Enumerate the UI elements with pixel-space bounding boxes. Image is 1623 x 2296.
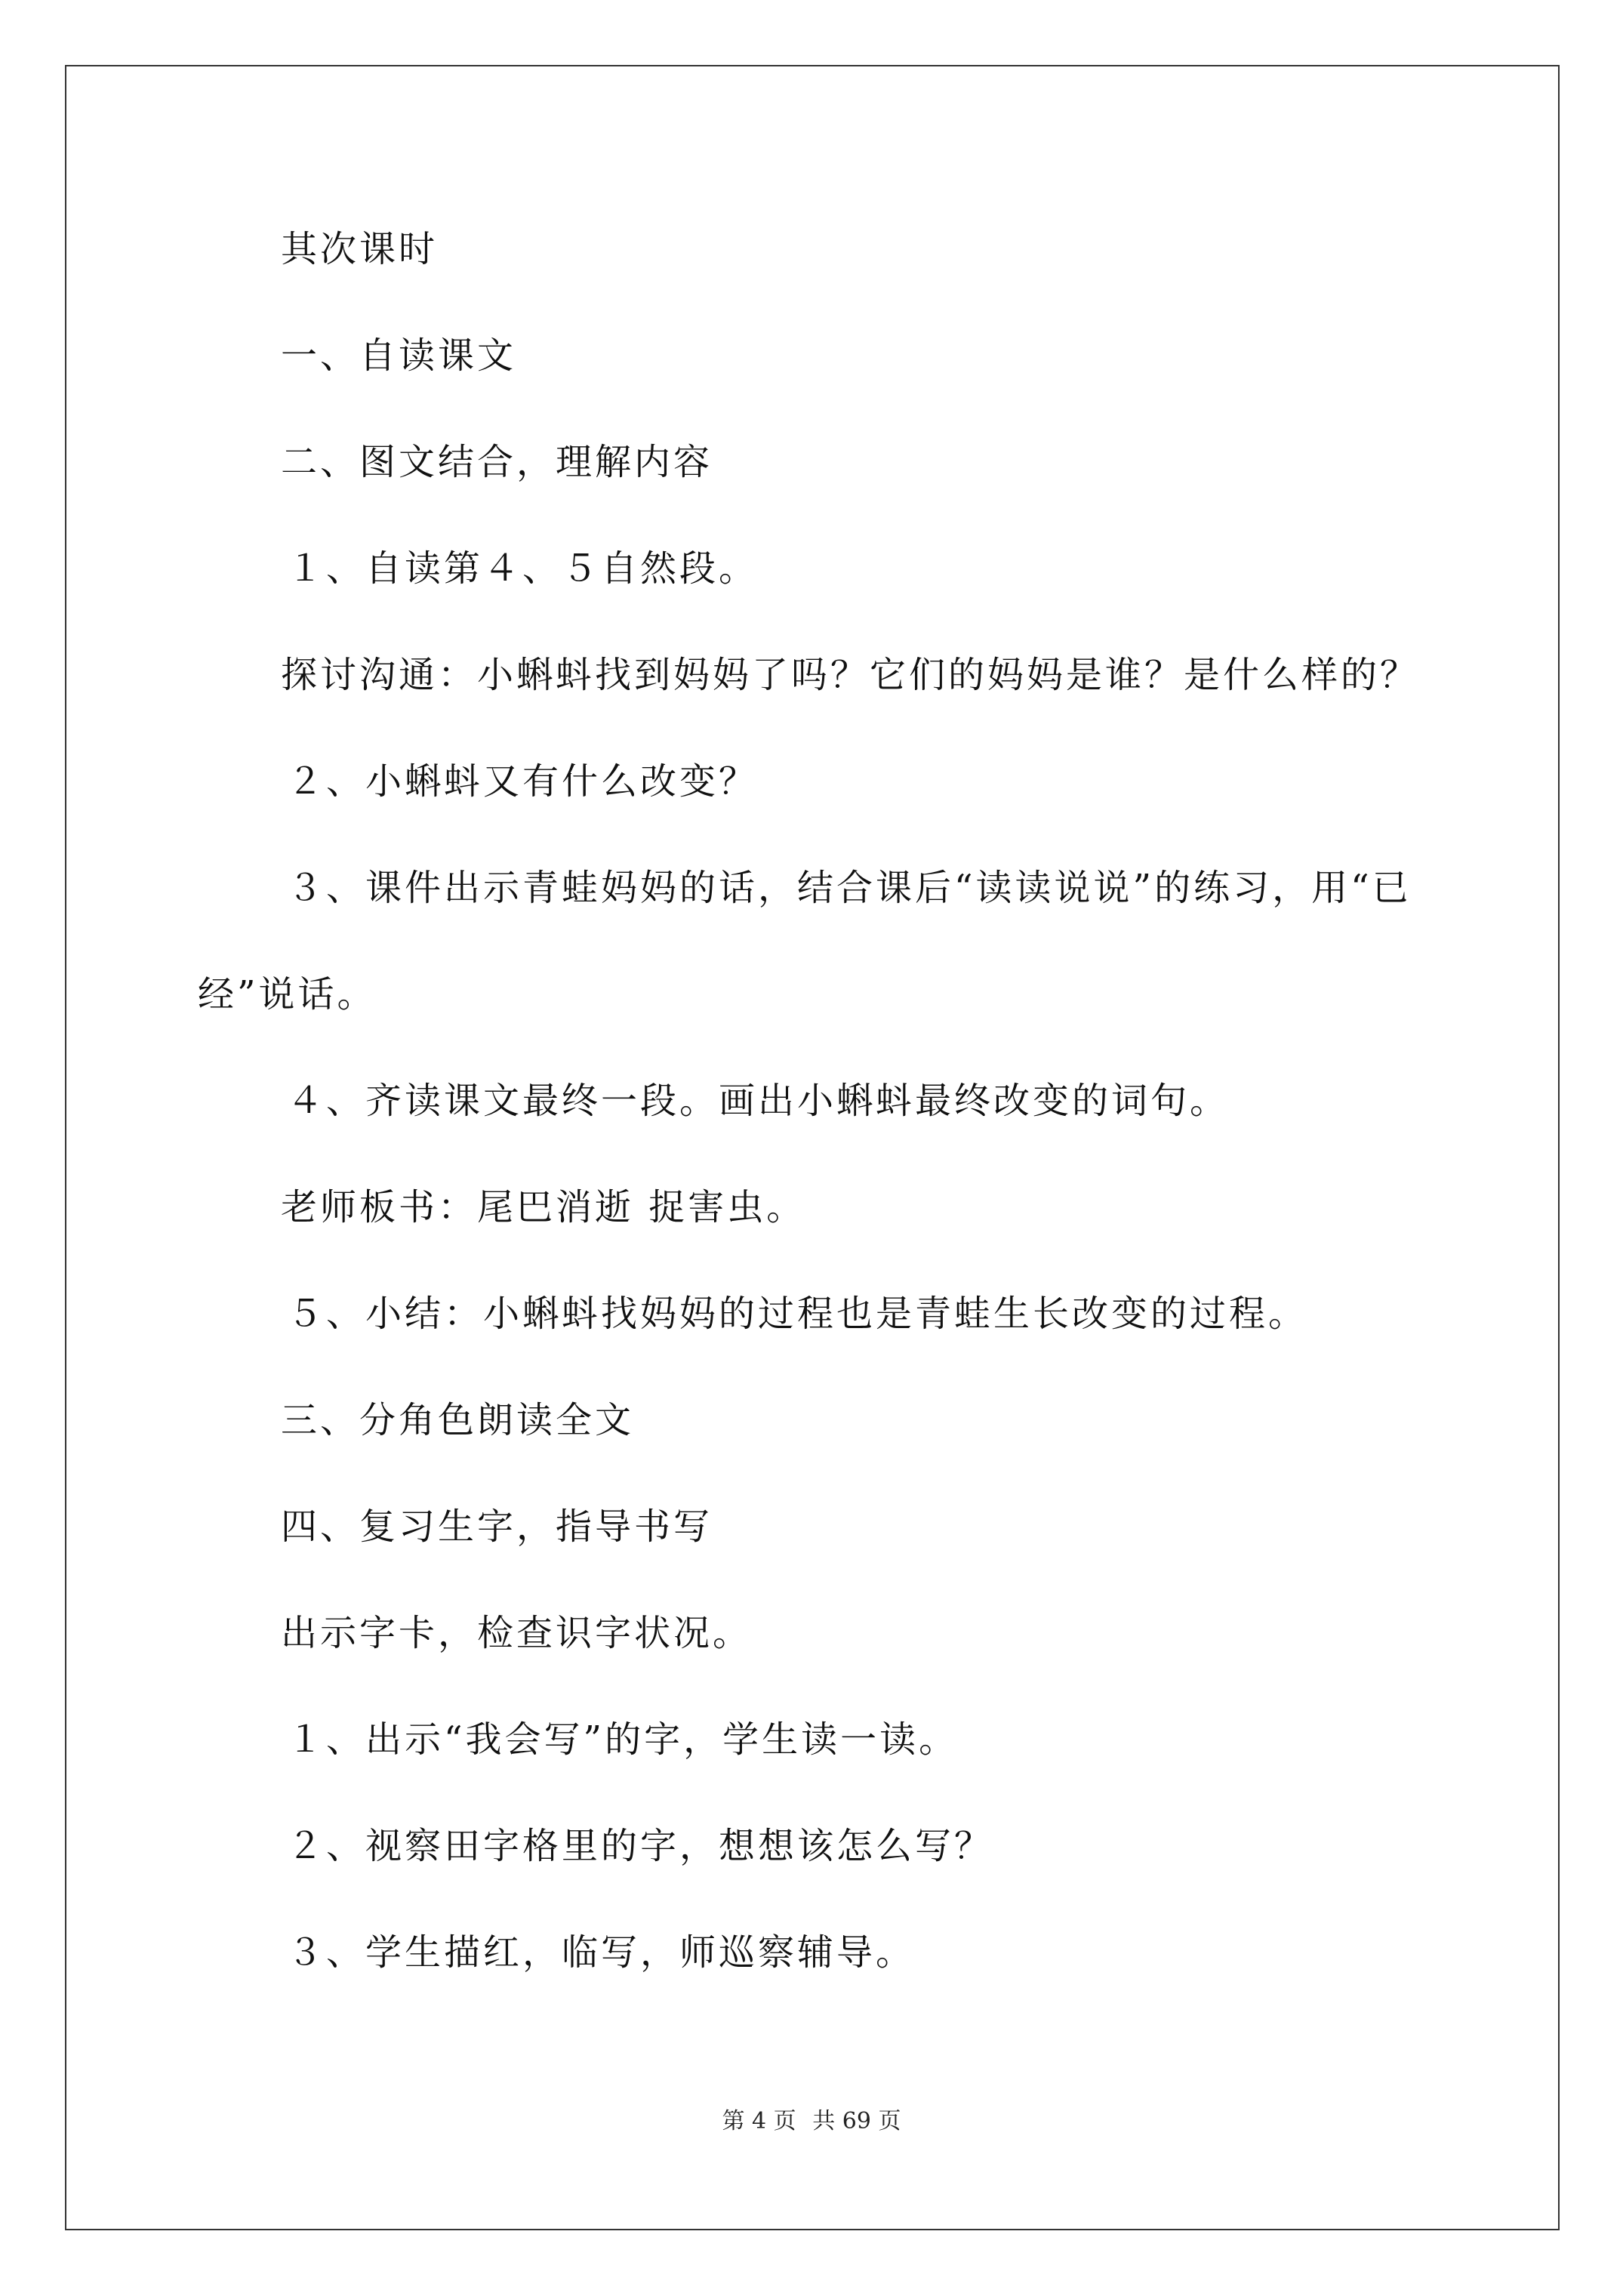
paragraph: 出示字卡，检查识字状况。 <box>281 1612 753 1654</box>
paragraph: １、出示“我会写”的字，学生读一读。 <box>287 1718 959 1761</box>
paragraph: ２、小蝌蚪又有什么改变？ <box>287 760 759 803</box>
paragraph: ５、小结：小蝌蚪找妈妈的过程也是青蛙生长改变的过程。 <box>287 1293 1308 1335</box>
paragraph: ４、齐读课文最终一段。画出小蝌蚪最终改变的词句。 <box>287 1080 1230 1122</box>
paragraph: 探讨沟通：小蝌蚪找到妈妈了吗？它们的妈妈是谁？是什么样的？ <box>281 654 1420 696</box>
paragraph: ２、视察田字格里的字，想想该怎么写？ <box>287 1825 994 1867</box>
step-heading: 三、分角色朗读全文 <box>281 1399 635 1441</box>
paragraph: ３、课件出示青蛙妈妈的话，结合课后“读读说说”的练习，用“已 <box>287 867 1412 909</box>
paragraph-continuation: 经”说话。 <box>198 973 377 1015</box>
step-heading: 一、自读课文 <box>281 334 517 377</box>
page-frame <box>65 65 1560 2230</box>
step-heading: 二、图文结合，理解内容 <box>281 441 713 483</box>
page-footer <box>0 2106 1623 2137</box>
paragraph: 老师板书：尾巴消逝 捉害虫。 <box>281 1186 806 1228</box>
section-heading: 其次课时 <box>281 228 439 270</box>
paragraph: １、自读第４、５自然段。 <box>287 547 759 590</box>
step-heading: 四、复习生字，指导书写 <box>281 1505 713 1548</box>
page-number: 第 4 页 <box>722 2108 796 2134</box>
page-total: 共 69 页 <box>812 2108 901 2134</box>
paragraph: ３、学生描红，临写，师巡察辅导。 <box>287 1931 916 1974</box>
